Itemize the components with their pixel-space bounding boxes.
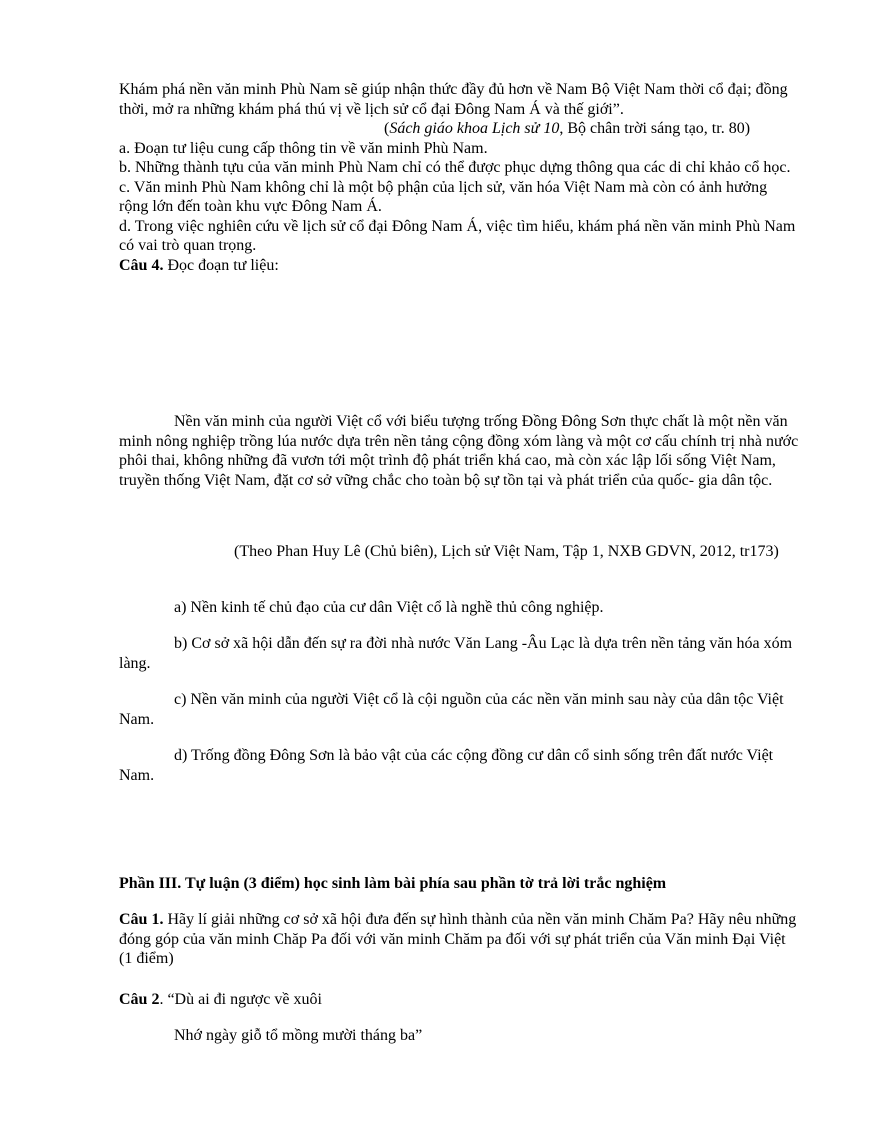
part3-q1-label: Câu 1. [119,911,164,928]
part3-q1-text: Hãy lí giải những cơ sở xã hội đưa đến sự hình thành của nền văn minh Chăm Pa? Hãy nêu những đóng góp của văn minh Chăp Pa đối với văn minh Chăm pa đối với sự phát triển của Văn minh Đại Việt (1 điểm) [119,911,797,967]
q4-statement-b: b) Cơ sở xã hội dẫn đến sự ra đời nhà nước Văn Lang -Âu Lạc là dựa trên nền tảng văn hóa xóm làng. [119,635,793,672]
q4-passage-section [119,412,799,490]
q4-c-section [119,690,799,729]
part3-question-2 [119,990,799,1010]
part3-q2-label: Câu 2 [119,991,160,1008]
part3-q2-line2: Nhớ ngày giỗ tổ mồng mười tháng ba” [174,1027,423,1044]
q4-passage: Nền văn minh của người Việt cổ với biểu tượng trống Đồng Đông Sơn thực chất là một nền văn minh nông nghiệp trồng lúa nước dựa trên nền tảng cộng đồng xóm làng và một cơ cấu chính trị nhà nước phôi thai, không những đã vươn tới một trình độ phát triển khá cao, mà còn xác lập lối sống Việt Nam, truyền thống Việt Nam, đặt cơ sở vững chắc cho toàn bộ sự tồn tại và phát triển của quốc- gia dân tộc. [119,413,799,489]
cite-open: ( [384,120,390,137]
part3-q2-line2-section [119,1026,799,1046]
intro-passage-end: Khám phá nền văn minh Phù Nam sẽ giúp nhận thức đầy đủ hơn về Nam Bộ Việt Nam thời cổ đại; đồng thời, mở ra những khám phá thú vị về lịch sử cổ đại Đông Nam Á và thế giới”. [119,81,788,118]
question-4-prompt [119,256,799,276]
part3-q2-text: . “Dù ai đi ngược về xuôi [159,991,322,1008]
statement-c: c. Văn minh Phù Nam không chỉ là một bộ phận của lịch sử, văn hóa Việt Nam mà còn có ảnh hưởng rộng lớn đến toàn khu vực Đông Nam Á. [119,178,768,215]
part3-heading [119,874,799,894]
intro-section [119,80,799,275]
part3-q1-section [119,910,799,969]
cite-rest: , Bộ chân trời sáng tạo, tr. 80) [559,120,751,137]
q4-statement-d: d) Trống đồng Đông Sơn là bảo vật của các cộng đồng cư dân cổ sinh sống trên đất nước Việt Nam. [119,747,774,784]
statement-b: b. Những thành tựu của văn minh Phù Nam chỉ có thể được phục dựng thông qua các di chỉ khảo cổ học. [119,159,791,176]
q4-source: (Theo Phan Huy Lê (Chủ biên), Lịch sử Việt Nam, Tập 1, NXB GDVN, 2012, tr173) [234,543,779,560]
question-4-text: Đọc đoạn tư liệu: [163,256,279,274]
part3-question-1 [119,910,799,969]
q4-statement-a: a) Nền kinh tế chủ đạo của cư dân Việt cổ là nghề thủ công nghiệp. [174,599,604,616]
q4-a-section [119,598,799,618]
q4-d-section [119,746,799,785]
part3-section [119,874,799,894]
part3-q2-section [119,990,799,1010]
intro-citation [119,119,799,139]
q4-statement-c: c) Nền văn minh của người Việt cổ là cội nguồn của các nền văn minh sau này của dân tộc Việt Nam. [119,691,784,728]
question-4-label: Câu 4. [119,256,164,274]
cite-book-title: Sách giáo khoa Lịch sử 10 [389,120,560,137]
part3-heading-text: Phần III. Tự luận (3 điểm) học sinh làm bài phía sau phần tờ trả lời trắc nghiệm [119,875,667,892]
statement-a: a. Đoạn tư liệu cung cấp thông tin về văn minh Phù Nam. [119,139,488,157]
q4-source-section [119,542,799,562]
statement-d: d. Trong việc nghiên cứu về lịch sử cổ đại Đông Nam Á, việc tìm hiểu, khám phá nền văn minh Phù Nam có vai trò quan trọng. [119,217,796,254]
q4-b-section [119,634,799,673]
